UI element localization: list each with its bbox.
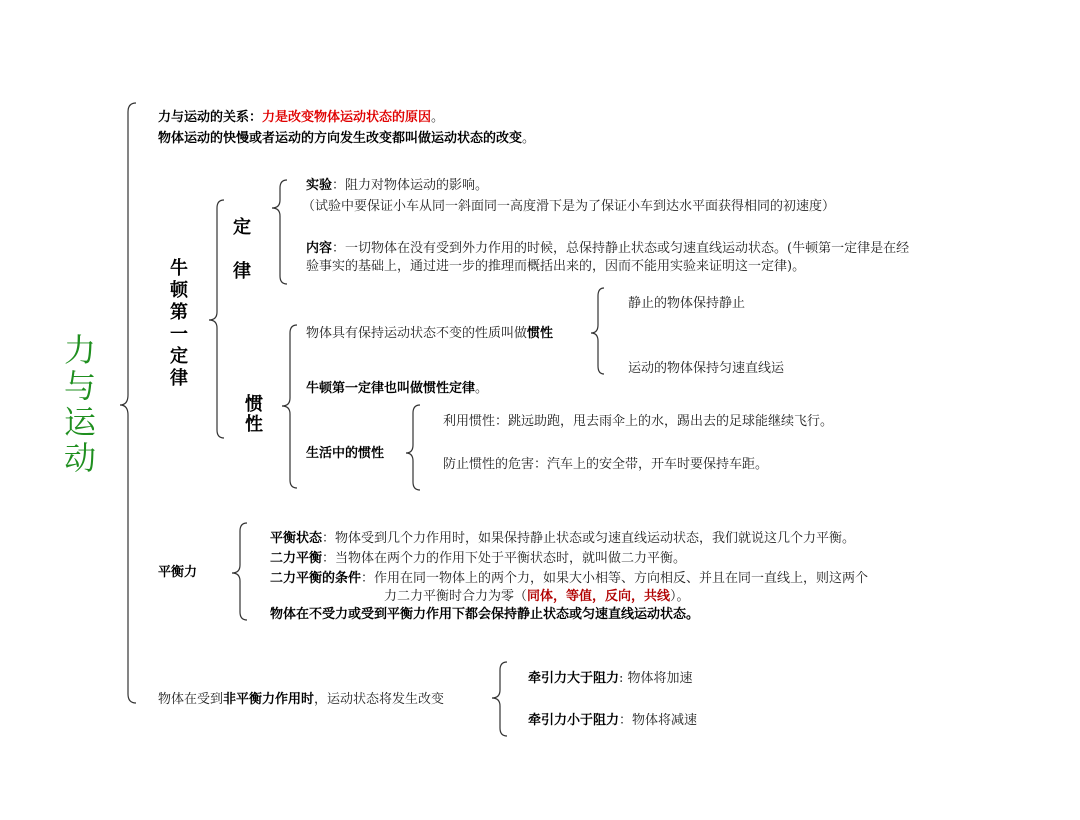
content-label: 内容 xyxy=(306,241,333,256)
unbalanced-line xyxy=(158,691,444,708)
unbalanced-suffix: ，运动状态将发生改变 xyxy=(314,692,445,707)
two-force-label: 二力平衡 xyxy=(270,551,323,566)
experiment-line xyxy=(306,177,488,194)
vertical-char: 律 xyxy=(233,261,251,282)
inertia-rest: 静止的物体保持静止 xyxy=(628,296,746,311)
rest-motion-brace xyxy=(591,288,604,374)
inertia-brace xyxy=(282,325,297,488)
condition-end: ）。 xyxy=(670,589,690,604)
content-text-1: ：一切物体在没有受到外力作用的时候，总保持静止状态或匀速直线运动状态。(牛顿第一定律是在经 xyxy=(332,241,910,256)
law-brace xyxy=(272,180,287,284)
vertical-char: 定 xyxy=(170,346,188,367)
vertical-char: 惯 xyxy=(245,394,263,415)
life-label: 生活中的惯性 xyxy=(306,446,385,461)
relation-value: 力是改变物体运动状态的原因 xyxy=(262,110,432,125)
two-force-text: ：当物体在两个力的作用下处于平衡状态时，就叫做二力平衡。 xyxy=(322,551,687,566)
condition-text-2: 力二力平衡时合力为零（ xyxy=(384,589,528,604)
also-called-end: 。 xyxy=(475,381,489,396)
newton-law-label xyxy=(168,258,190,390)
greater-text: : 物体将加速 xyxy=(619,671,693,686)
life-brace xyxy=(406,405,420,490)
vertical-char: 顿 xyxy=(170,280,188,301)
unbalanced-brace xyxy=(492,662,507,736)
condition-keys: 同体，等值，反向，共线 xyxy=(527,589,671,604)
condition-text: ：作用在同一物体上的两个力，如果大小相等、方向相反、并且在同一直线上，则这两个 xyxy=(361,571,869,586)
main-title: 力与运动 xyxy=(63,331,96,477)
vertical-char: 性 xyxy=(245,414,263,435)
content-line-2: 验事实的基础上，通过进一步的推理而概括出来的，因而不能用实验来证明这一定律)。 xyxy=(306,259,806,274)
experiment-text: ：阻力对物体运动的影响。 xyxy=(332,178,489,193)
balance-brace xyxy=(232,523,247,620)
condition-line-2 xyxy=(384,588,690,605)
also-called-text: 牛顿第一定律也叫做惯性定律 xyxy=(306,381,476,396)
inertia-label xyxy=(243,395,265,435)
balance-state-label: 平衡状态 xyxy=(270,531,323,546)
relation-label: 力与运动的关系： xyxy=(158,110,263,125)
experiment-label: 实验 xyxy=(306,178,333,193)
vertical-char: 第 xyxy=(170,302,188,323)
life-prevent: 防止惯性的危害：汽车上的安全带，开车时要保持车距。 xyxy=(443,457,769,472)
less-text: ：物体将减速 xyxy=(619,713,698,728)
greater-line xyxy=(528,670,693,687)
inertia-def-term: 惯性 xyxy=(527,326,554,341)
unbalanced-term: 非平衡力作用时 xyxy=(223,692,315,707)
definition-line xyxy=(158,130,535,147)
condition-line xyxy=(270,570,868,587)
condition-label: 二力平衡的条件 xyxy=(270,571,362,586)
inertia-definition xyxy=(306,325,553,342)
main-brace xyxy=(120,103,136,703)
vertical-char: 一 xyxy=(170,324,188,345)
relation-end: 。 xyxy=(431,110,445,125)
definition-text: 物体运动的快慢或者运动的方向发生改变都叫做运动状态的改变 xyxy=(158,131,523,146)
vertical-char: 定 xyxy=(233,217,251,238)
content-line-1 xyxy=(306,240,909,257)
relation-line xyxy=(158,109,444,126)
life-use: 利用惯性：跳远助跑，甩去雨伞上的水，踢出去的足球能继续飞行。 xyxy=(443,414,834,429)
less-label: 牵引力小于阻力 xyxy=(528,713,620,728)
less-line xyxy=(528,712,697,729)
balance-state-text: ：物体受到几个力作用时，如果保持静止状态或匀速直线运动状态，我们就说这几个力平衡。 xyxy=(322,531,856,546)
two-force-line xyxy=(270,550,686,567)
vertical-char: 牛 xyxy=(170,258,188,279)
newton-brace xyxy=(209,200,224,438)
also-called-line xyxy=(306,380,488,397)
unbalanced-prefix: 物体在受到 xyxy=(158,692,224,707)
inertia-def-prefix: 物体具有保持运动状态不变的性质叫做 xyxy=(306,326,528,341)
vertical-char: 律 xyxy=(170,368,188,389)
balance-summary: 物体在不受力或受到平衡力作用下都会保持静止状态或匀速直线运动状态。 xyxy=(270,607,700,622)
balance-state-line xyxy=(270,530,855,547)
experiment-note: （试验中要保证小车从同一斜面同一高度滑下是为了保证小车到达水平面获得相同的初速度） xyxy=(302,199,836,214)
inertia-motion: 运动的物体保持匀速直线运 xyxy=(628,361,785,376)
definition-end: 。 xyxy=(522,131,536,146)
balance-label: 平衡力 xyxy=(158,565,198,580)
greater-label: 牵引力大于阻力 xyxy=(528,671,620,686)
law-label xyxy=(231,206,253,294)
